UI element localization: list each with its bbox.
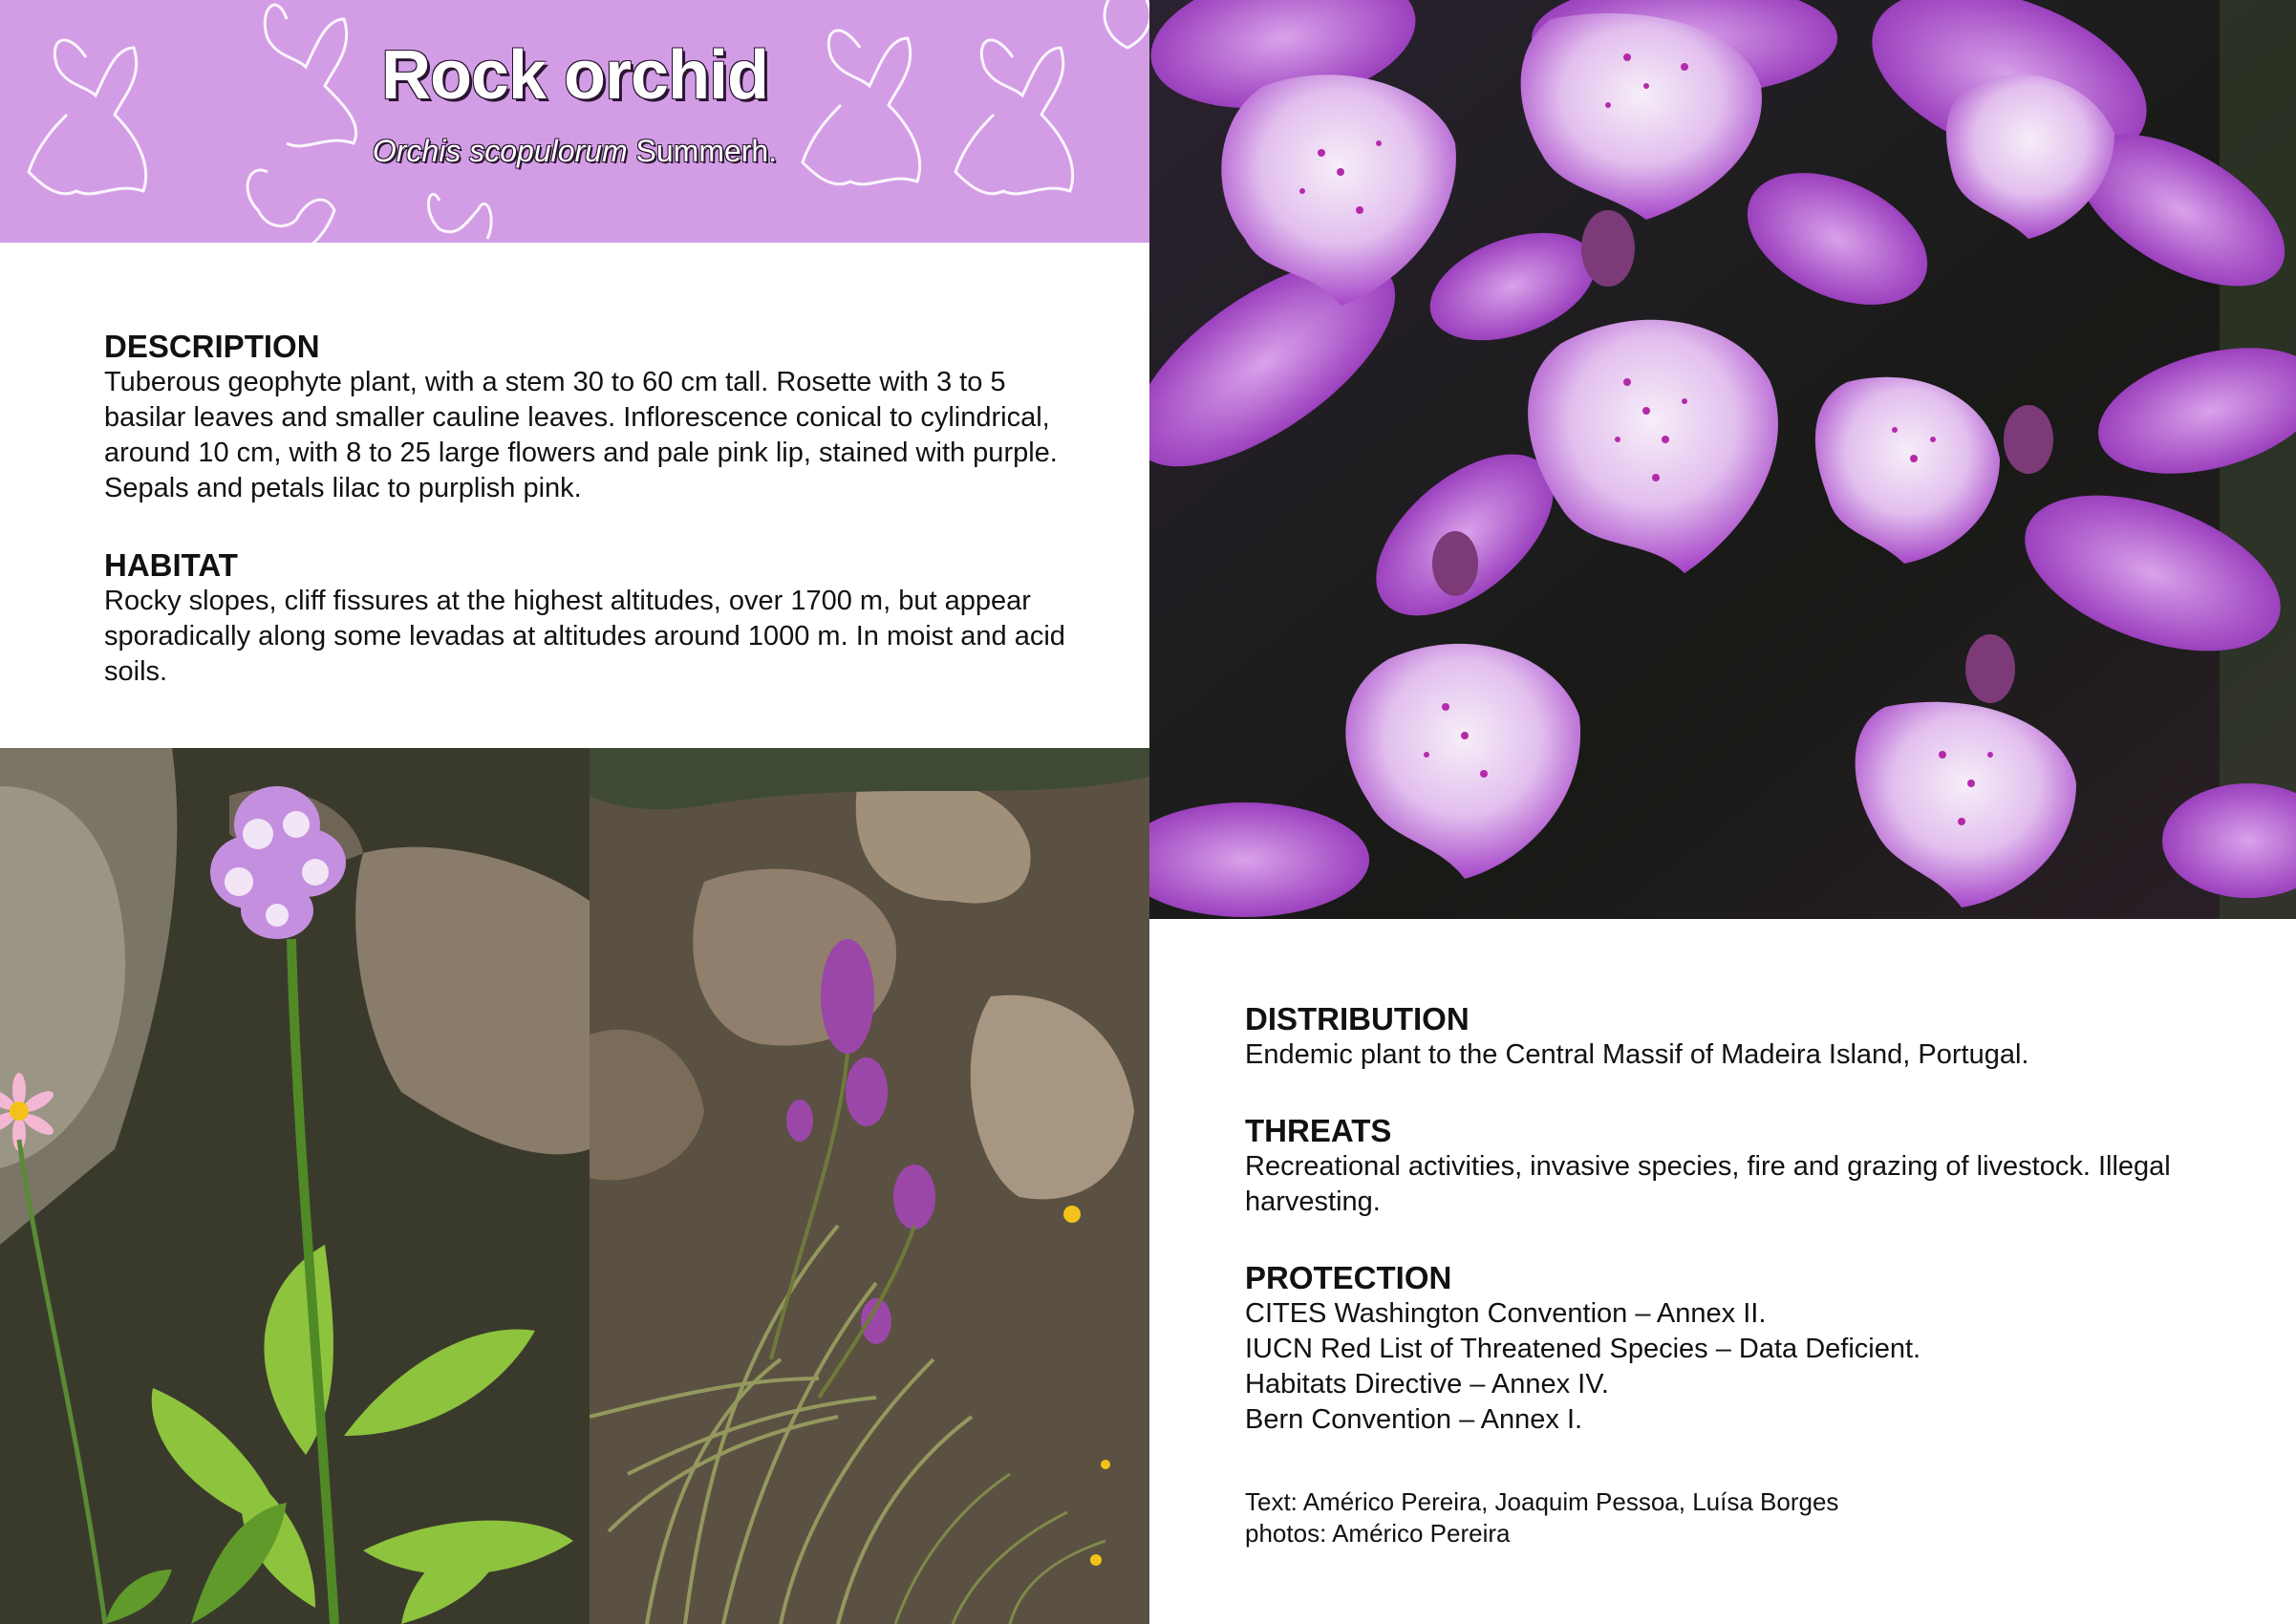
orchid-habitat-photo-left	[0, 748, 590, 1624]
page-title: Rock orchid	[380, 37, 769, 114]
distribution-text: Endemic plant to the Central Massif of Madeira Island, Portugal.	[1245, 1039, 2029, 1070]
threats-heading: THREATS	[1245, 1113, 1392, 1148]
credits	[1245, 1486, 2258, 1549]
text-credit: Text: Américo Pereira, Joaquim Pessoa, Luísa Borges	[1245, 1487, 1839, 1516]
species-author: Summerh.	[635, 134, 778, 168]
habitat-text: Rocky slopes, cliff fissures at the highest altitudes, over 1700 m, but appear sporadically along some levadas at altitudes around 1000 m. In moist and acid soils.	[104, 586, 1065, 687]
description-section	[104, 329, 1069, 506]
description-text: Tuberous geophyte plant, with a stem 30 to 60 cm tall. Rosette with 3 to 5 basilar leaves and smaller cauline leaves. Inflorescence conical to cylindrical, around 10 cm, with 8 to 25 large flowers and pale pink lip, stained with purple. Sepals and petals lilac to purplish pink.	[104, 367, 1058, 503]
scientific-name	[0, 134, 1149, 169]
description-heading: DESCRIPTION	[104, 329, 320, 364]
distribution-heading: DISTRIBUTION	[1245, 1001, 1470, 1036]
habitat-section	[104, 547, 1069, 690]
photo-credit: photos: Américo Pereira	[1245, 1519, 1511, 1548]
protection-item: IUCN Red List of Threatened Species – Data Deficient.	[1245, 1334, 1921, 1364]
protection-heading: PROTECTION	[1245, 1260, 1452, 1295]
flower-closeup-photo	[1149, 0, 2296, 919]
protection-item: CITES Washington Convention – Annex II.	[1245, 1298, 1767, 1329]
protection-item: Habitats Directive – Annex IV.	[1245, 1369, 1609, 1400]
orchid-habitat-photo-right	[590, 748, 1149, 1624]
distribution-section	[1245, 1001, 2258, 1073]
species-binomial: Orchis scopulorum	[372, 134, 628, 168]
habitat-heading: HABITAT	[104, 547, 238, 583]
protection-item: Bern Convention – Annex I.	[1245, 1404, 1583, 1435]
threats-text: Recreational activities, invasive species, fire and grazing of livestock. Illegal harvesting.	[1245, 1151, 2171, 1217]
protection-section	[1245, 1260, 2258, 1438]
threats-section	[1245, 1113, 2258, 1220]
header-banner	[0, 0, 1149, 243]
